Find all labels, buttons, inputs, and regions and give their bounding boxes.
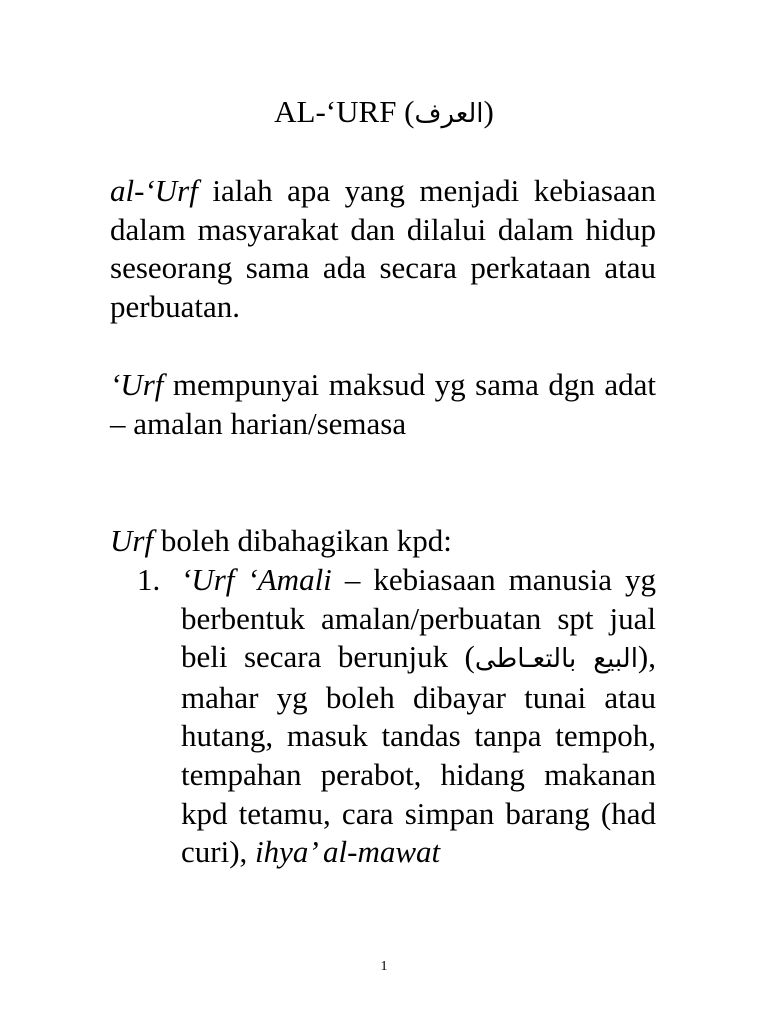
division-intro (110, 522, 656, 561)
division-list (110, 561, 656, 872)
division-intro-text: boleh dibahagikan kpd: (153, 523, 452, 558)
list-item-end-term: ihya’ al-mawat (255, 834, 441, 870)
page-title (0, 92, 768, 134)
definition-paragraph (110, 172, 656, 326)
meaning-paragraph (110, 366, 656, 443)
list-item-number: 1. (137, 562, 161, 597)
list-item-text: – kebiasaan manusia yg berbentuk amalan/perbuatan spt jual beli secara berunjuk ( (181, 562, 656, 675)
list-item (110, 561, 656, 872)
title-latin: AL-‘URF ( (274, 94, 415, 129)
term-urf: ‘Urf (110, 367, 164, 402)
title-close: ) (483, 94, 494, 129)
title-arabic: العرف (414, 99, 484, 129)
definition-text: ialah apa yang menjadi kebiasaan dalam masyarakat dan dilalui dalam hidup seseorang sama ada secara perkataan atau perbuatan. (110, 173, 656, 324)
list-item-text-continued: ), mahar yg boleh dibayar tunai atau hutang, masuk tandas tanpa tempoh, tempahan perabot, hidang makanan kpd tetamu, cara simpan barang (had curi), (181, 639, 656, 870)
term-al-urf: al-‘Urf (110, 173, 198, 208)
page-number: 1 (380, 959, 388, 974)
meaning-text: mempunyai maksud yg sama dgn adat – amalan harian/semasa (110, 367, 656, 441)
list-item-term: ‘Urf ‘Amali (181, 562, 332, 597)
term-urf-division: Urf (110, 523, 154, 558)
list-item-arabic: البيع بالتعـاطى (474, 644, 638, 675)
